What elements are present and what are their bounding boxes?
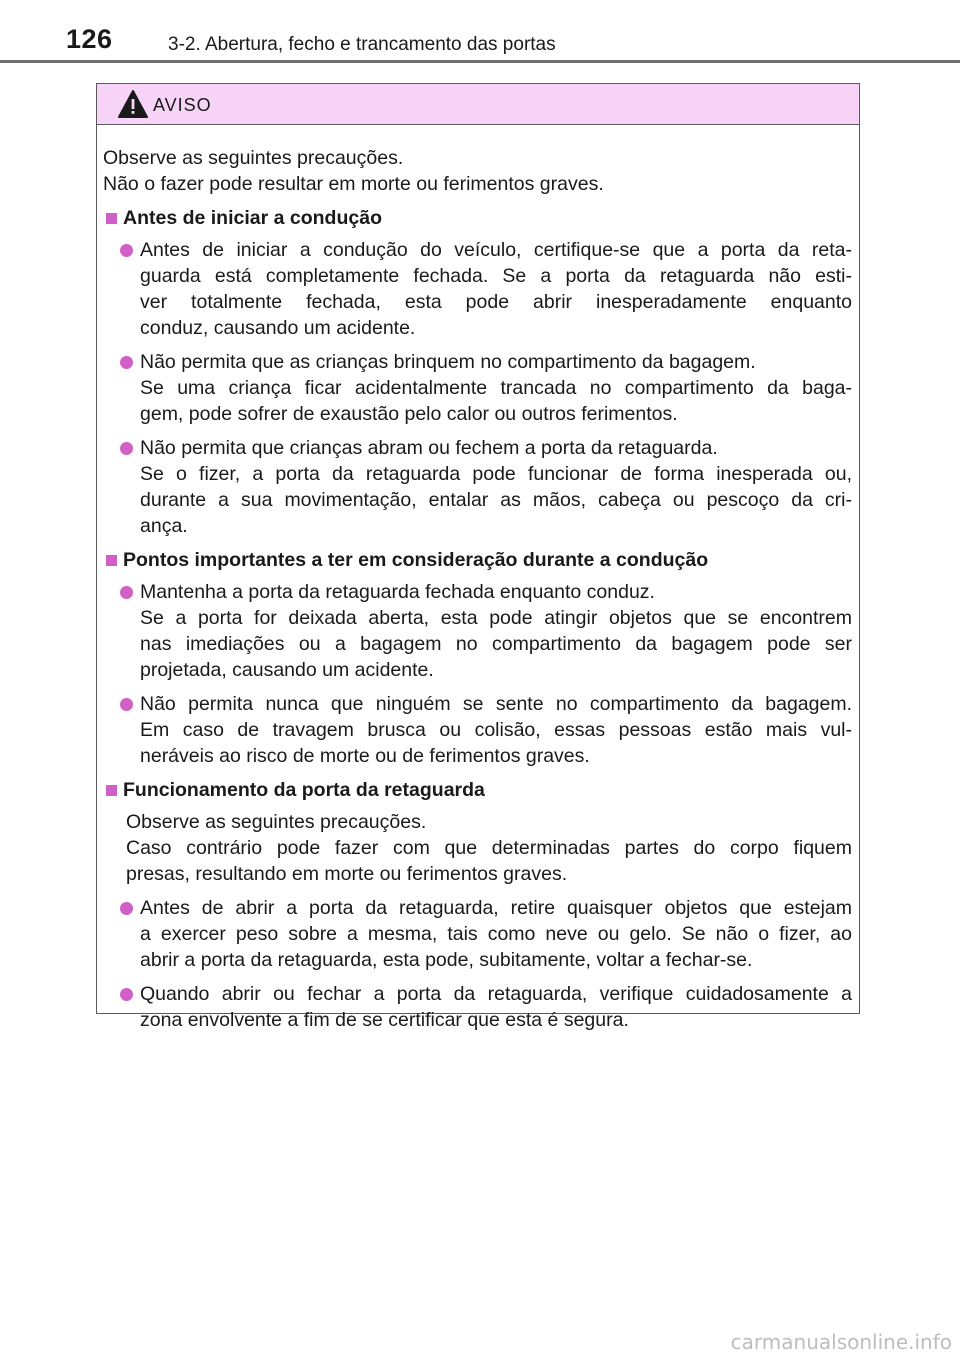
- warning-box: [96, 83, 860, 1031]
- header-rule: [0, 60, 960, 63]
- section-heading: Pontos importantes a ter em consideração durante a condução: [103, 547, 852, 573]
- warning-header: [97, 84, 859, 125]
- bullet-item: Quando abrir ou fechar a porta da retaguarda, verifique cuidadosamente a zona envolvente a fim de se certificar que esta é segura.: [103, 981, 852, 1033]
- warning-body: [97, 125, 859, 1033]
- page-number: 126: [66, 24, 113, 54]
- bullet-item: Não permita que as crianças brinquem no compartimento da bagagem. Se uma criança ficar acidentalmente trancada no compartimento da baga- gem, pode sofrer de exaustão pelo calor ou outros ferimentos.: [103, 349, 852, 427]
- square-bullet-icon: [106, 213, 117, 224]
- watermark: carmanualsonline.info: [730, 1330, 952, 1354]
- round-bullet-icon: [120, 988, 133, 1001]
- round-bullet-icon: [120, 586, 133, 599]
- warning-triangle-icon: [117, 89, 149, 119]
- section-heading: Antes de iniciar a condução: [103, 205, 852, 231]
- bullet-item: Mantenha a porta da retaguarda fechada enquanto conduz. Se a porta for deixada aberta, esta pode atingir objetos que se encontrem nas imediações ou a bagagem no compartimento da bagagem pode ser projetada, causando um acidente.: [103, 579, 852, 683]
- bullet-item: Não permita que crianças abram ou fechem a porta da retaguarda. Se o fizer, a porta da retaguarda pode funcionar de forma inesperada ou, durante a sua movimentação, entalar as mãos, cabeça ou pescoço da cri- ança.: [103, 435, 852, 539]
- bullet-item: Antes de abrir a porta da retaguarda, retire quaisquer objetos que estejam a exercer peso sobre a mesma, tais como neve ou gelo. Se não o fizer, ao abrir a porta da retaguarda, esta pode, subitamente, voltar a fechar-se.: [103, 895, 852, 973]
- page-header: [0, 0, 960, 60]
- round-bullet-icon: [120, 698, 133, 711]
- round-bullet-icon: [120, 902, 133, 915]
- intro-line: Não o fazer pode resultar em morte ou ferimentos graves.: [103, 173, 604, 195]
- square-bullet-icon: [106, 785, 117, 796]
- section-intro: Observe as seguintes precauções. Caso contrário pode fazer com que determinadas partes do corpo fiquem presas, resultando em morte ou ferimentos graves.: [126, 811, 852, 885]
- square-bullet-icon: [106, 555, 117, 566]
- warning-intro: [103, 145, 852, 197]
- section-heading: Funcionamento da porta da retaguarda: [103, 777, 852, 803]
- round-bullet-icon: [120, 244, 133, 257]
- round-bullet-icon: [120, 442, 133, 455]
- bullet-item: Antes de iniciar a condução do veículo, certifique-se que a porta da reta- guarda está completamente fechada. Se a porta da retaguarda não esti- ver totalmente fechada, esta pode abrir inesperadamente enquanto conduz, causando um acidente.: [103, 237, 852, 341]
- section-title: 3-2. Abertura, fecho e trancamento das portas: [168, 34, 556, 55]
- warning-label: AVISO: [153, 95, 212, 115]
- intro-line: Observe as seguintes precauções.: [103, 147, 404, 169]
- round-bullet-icon: [120, 356, 133, 369]
- bullet-item: Não permita nunca que ninguém se sente no compartimento da bagagem. Em caso de travagem brusca ou colisão, essas pessoas estão mais vul- neráveis ao risco de morte ou de ferimentos graves.: [103, 691, 852, 769]
